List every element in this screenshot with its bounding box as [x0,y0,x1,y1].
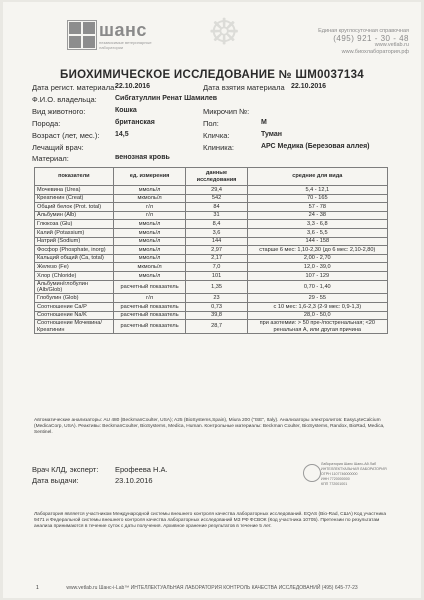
cell-reference: 28,0 - 50,0 [247,311,387,320]
cell-result: 8,4 [186,220,247,229]
microchip-label: Микрочип №: [203,107,250,116]
cell-parameter: Кальций общий (Ca, total) [35,254,114,263]
cell-unit: г/л [113,203,186,212]
table-header-row [35,168,388,186]
watermark-icon: ☸ [208,12,241,53]
cell-unit: ммоль/л [113,220,186,229]
take-date-label: Дата взятия материала [203,83,285,92]
table-row [35,211,388,220]
cell-unit: мкмоль/л [113,194,186,203]
doctor-label: Лечащий врач: [32,143,84,152]
cell-reference: 70 - 165 [247,194,387,203]
cell-result: 29,4 [186,186,247,195]
stamp-line: Лаборатория Шанс Шанс-Ай Лаб [321,462,377,466]
lab-logo [65,16,165,54]
cell-reference: при азотемии: > 50 пре-/постренальная; <20 ренальная А, или другая причина [247,320,387,334]
issue-date-value: 23.10.2016 [115,476,153,485]
document-title: БИОХИМИЧЕСКОЕ ИССЛЕДОВАНИЕ № ШМ0037134 [60,69,364,81]
breed-value: британская [115,119,155,126]
cell-reference: 24 - 38 [247,211,387,220]
page-footer: www.vetlab.ru Шанс-i-Lab™ ИНТЕЛЛЕКТУАЛЬНАЯ ЛАБОРАТОРИЯ КОНТРОЛЬ КАЧЕСТВА ИССЛЕДОВАНИЙ (495) 645-77-23 [66,585,358,591]
table-row [35,186,388,195]
header-contacts [318,28,409,56]
stamp-line: ИНН 7720000000 [321,477,350,481]
cell-unit: ммоль/л [113,271,186,280]
cell-parameter: Соотношение Na/K [35,311,114,320]
table-row [35,228,388,237]
clinic-label: Клиника: [203,143,234,152]
stamp-line: КПП 772001001 [321,482,348,486]
cell-parameter: Альбумин (Alb) [35,211,114,220]
hotline-label: Единая круглосуточная справочная [318,28,409,34]
species-value: Кошка [115,107,137,114]
lab-accreditation-note: Лаборатория является участником Международной системы внешнего контроля качества лабораторных исследований. EQAS (Bio-Rad, США) Код участника 9471 и Федеральной системы внешнего контроля качества лабораторных исследований МЗ РФ ФСВОК (Код участника 10705). Претензии по результатам анализа принимаются в течение суток с даты получения. Архивное хранение результатов в течение 5 лет. [34,512,386,529]
sex-value: М [261,119,267,126]
table-row [35,194,388,203]
cell-result: 23 [186,294,247,303]
table-row [35,203,388,212]
cell-parameter: Калий (Potassium) [35,228,114,237]
cell-parameter: Креатинин (Creat) [35,194,114,203]
species-label: Вид животного: [32,107,86,116]
cell-unit: ммоль/л [113,228,186,237]
material-label: Материал: [32,154,69,163]
stamp-line: ИНТЕЛЛЕКТУАЛЬНАЯ ЛАБОРАТОРИЯ [321,467,387,471]
cell-unit: мкмоль/л [113,263,186,272]
table-row [35,280,388,294]
cell-parameter: Соотношение Мочевина/Креатинин [35,320,114,334]
cell-reference: 3,3 - 6,8 [247,220,387,229]
cell-unit: ммоль/л [113,186,186,195]
cell-reference: 5,4 - 12,1 [247,186,387,195]
cell-unit: расчетный показатель [113,302,186,311]
cell-result: 101 [186,271,247,280]
cell-result: 84 [186,203,247,212]
cell-reference: старше 6 мес: 1,10-2,30 (до 6 мес: 2,10-2,80) [247,246,387,255]
age-value: 14,5 [115,131,129,138]
table-row [35,254,388,263]
cell-reference: 2,00 - 2,70 [247,254,387,263]
table-row [35,320,388,334]
page-number: 1 [36,585,39,591]
reg-date-value: 22.10.2016 [115,83,151,90]
cell-result: 28,7 [186,320,247,334]
cell-unit: расчетный показатель [113,320,186,334]
cell-unit: ммоль/л [113,237,186,246]
cell-unit: г/л [113,211,186,220]
age-label: Возраст (лет, мес.): [32,131,100,140]
name-value: Туман [261,131,283,138]
stamp-seal-icon [303,464,321,482]
cell-reference: 107 - 129 [247,271,387,280]
cell-unit: расчетный показатель [113,311,186,320]
cell-unit: ммоль/л [113,246,186,255]
cell-reference: 29 - 55 [247,294,387,303]
lab-stamp [303,462,387,498]
stamp-line: ОГРН 1107746000000 [321,472,358,476]
cell-result: 39,8 [186,311,247,320]
cell-result: 3,6 [186,228,247,237]
table-row [35,220,388,229]
cell-result: 542 [186,194,247,203]
site-link: www.vetlab.ru [374,42,409,48]
cell-parameter: Соотношение Ca/P [35,302,114,311]
results-table [34,167,388,334]
table-row [35,246,388,255]
cell-result: 7,0 [186,263,247,272]
cell-unit: ммоль/л [113,254,186,263]
cell-reference: с 10 мес: 1,6-2,3 (2-9 мес: 0,9-1,3) [247,302,387,311]
logo-text: шанс [99,20,147,40]
cell-parameter: Глюкоза (Glu) [35,220,114,229]
table-row [35,302,388,311]
table-row [35,294,388,303]
reg-date-label: Дата регист. материала: [32,83,117,92]
sex-label: Пол: [203,119,219,128]
breed-label: Порода: [32,119,61,128]
hotline-phone: (495) 921 - 30 - 48 [333,34,409,43]
table-row [35,237,388,246]
clinic-value: АРС Медика (Березовая аллея) [261,143,370,150]
cell-result: 31 [186,211,247,220]
cell-parameter: Глобулин (Glob) [35,294,114,303]
table-row [35,263,388,272]
material-value: венозная кровь [115,154,170,161]
logo-mark-icon [67,20,97,50]
cell-reference: 57 - 78 [247,203,387,212]
cell-unit: г/л [113,294,186,303]
cell-parameter: Альбумин/глобулин (Alb/Glob) [35,280,114,294]
take-date-value: 22.10.2016 [291,83,327,90]
cell-reference: 12,0 - 39,0 [247,263,387,272]
name-label: Кличка: [203,131,230,140]
cell-result: 0,73 [186,302,247,311]
cell-reference: 3,6 - 5,5 [247,228,387,237]
cell-result: 1,35 [186,280,247,294]
cell-parameter: Натрий (Sodium) [35,237,114,246]
analyzers-note: Автоматические анализаторы: AU 480 (BeckmanCoulter, USA); A25 (BioSystems,Spain), Miura 200 ("ISE", Italy). Анализаторы электролитов: EasyLyteCalcium (MedicaCorp, USA). Реактивы: BeckmanCoulter, BioSystems, Medica, Human. Контрольные материалы: Beckman Coulter, BioSystems, Randox, BioRad, Medica, Sentinel. [34,418,385,435]
cell-result: 2,97 [186,246,247,255]
col-header-result: данные исследования [186,168,247,186]
cell-parameter: Хлор (Chloride) [35,271,114,280]
col-header-parameter: показатели [35,168,114,186]
col-header-unit: ед. измерения [113,168,186,186]
owner-label: Ф.И.О. владельца: [32,95,97,104]
cell-parameter: Общий белок (Prot. total) [35,203,114,212]
logo-subtitle: независимые ветеринарные лаборатории [99,40,152,50]
col-header-reference: средние для вида [247,168,387,186]
table-row [35,271,388,280]
site-link-rf: www.биохлаборатория.рф [341,49,409,55]
cell-reference: 0,70 - 1,40 [247,280,387,294]
cell-reference: 144 - 158 [247,237,387,246]
cell-parameter: Железо (Fe) [35,263,114,272]
owner-value: Сибгатуллин Ренат Шамилев [115,95,218,102]
table-row [35,311,388,320]
cell-unit: расчетный показатель [113,280,186,294]
cell-parameter: Мочевина (Urea) [35,186,114,195]
expert-label: Врач КЛД, эксперт: [32,465,99,474]
issue-date-label: Дата выдачи: [32,476,79,485]
document-page [3,2,421,598]
cell-result: 144 [186,237,247,246]
cell-result: 2,17 [186,254,247,263]
cell-parameter: Фосфор (Phosphate, inorg) [35,246,114,255]
expert-value: Ерофеева Н.А. [115,465,168,474]
